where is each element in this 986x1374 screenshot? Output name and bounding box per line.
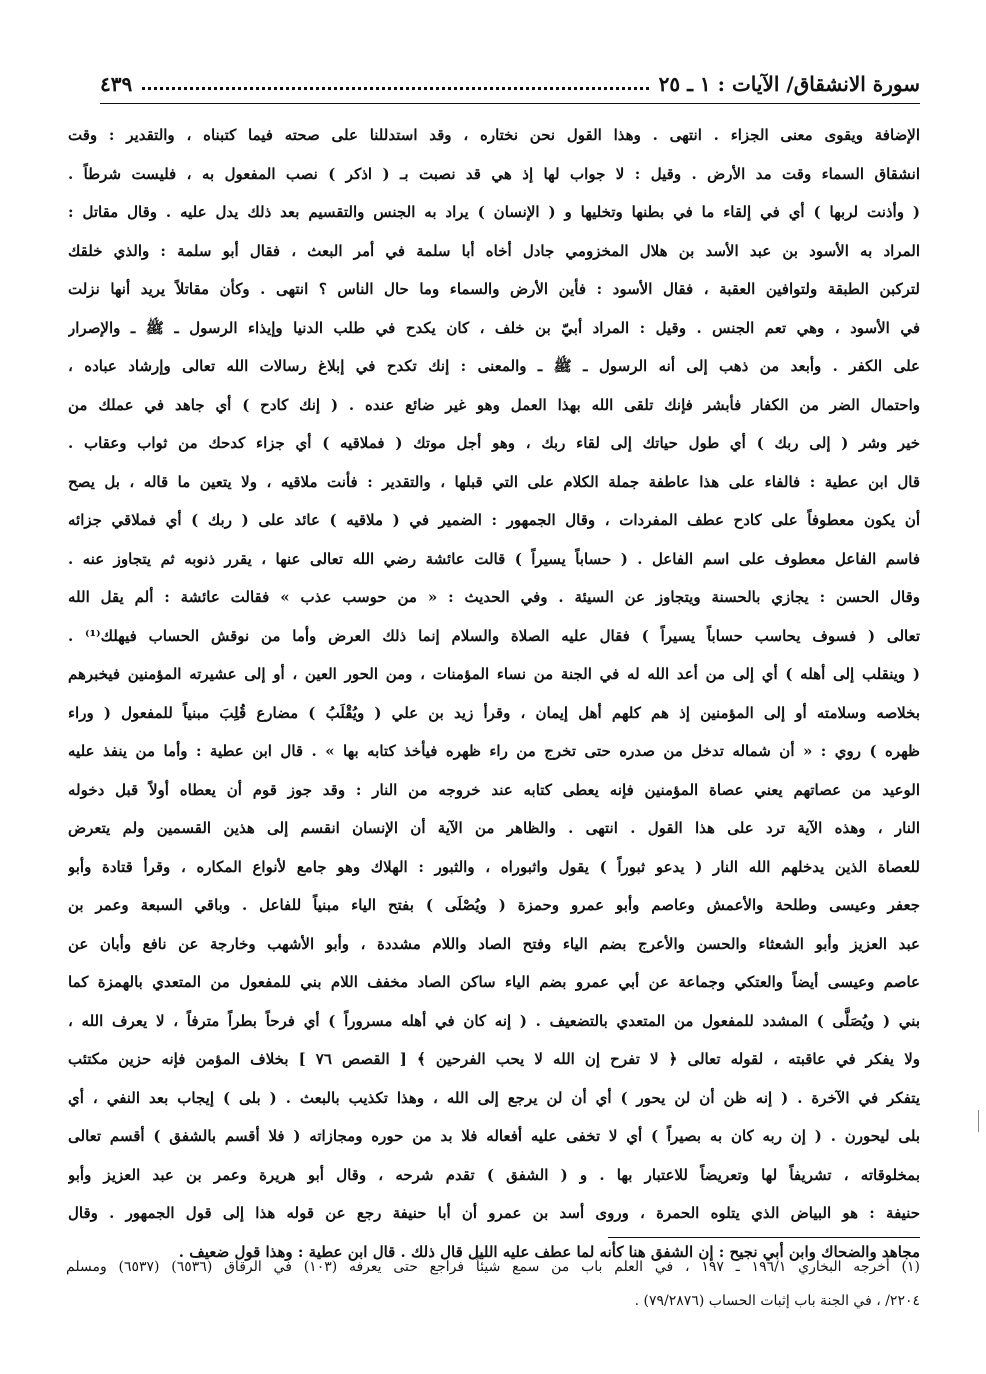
text-line: قال ابن عطية : فالفاء على هذا عاطفة جملة الكلام على التي قبلها ، والتقدير : فأنت ملاقيه ، ولا يتعين ما قاله ، بل يصح [68, 472, 920, 491]
text-line: ( وينقلب إلى أهله ) أي إلى من أعد الله له في الجنة من نساء المؤمنات ، ومن الحور العين ، أو إلى عشيرته المؤمنين فيخبرهم [68, 665, 920, 683]
text-line: الإضافة ويقوى معنى الجزاء . انتهى . وهذا القول نحن نختاره ، وقد استدللنا على صحته فيما كتبناه ، والتقدير : وقت [68, 126, 920, 144]
footnotes [66, 1250, 920, 1318]
text-line: عبد العزيز وأبو الشعثاء والحسن والأعرج بضم الياء وفتح الصاد واللام مشددة ، وأبو الأشهب وخارجة عن نافع وأبان عن [68, 934, 920, 953]
text-line: ولا يفكر في عاقبته ، لقوله تعالى ﴿ لا تفرح إن الله لا يحب الفرحين ﴾ [ القصص ٧٦ ] بخلاف المؤمن فإنه حزين مكتئب [68, 1050, 920, 1068]
text-line: واحتمال الضر من الكفار فأبشر فإنك تلقى الله بهذا العمل وهو غير ضائع عنده . ( إنك كادح ) أي جاهد في عملك من [68, 395, 920, 414]
text-line: يتفكر في الآخرة . ( إنه ظن أن لن يحور ) أي أن لن يرجع إلى الله ، وهذا تكذيب بالبعث . ( بلى ) إيجاب بعد النفي ، أي [68, 1088, 920, 1107]
footnote-line: (١) أخرجه البخاري ١٩٦/١ ـ ١٩٧ ، في العلم باب من سمع شيئاً فراجع حتى يعرفه (١٠٣) في الرقاق (٦٥٣٦) (٦٥٣٧) ومسلم [66, 1259, 920, 1275]
page-number: ٤٣٩ [100, 72, 133, 96]
margin-mark [978, 1110, 979, 1132]
surah-title: سورة الانشقاق/ الآيات : ١ ـ ٢٥ [658, 72, 920, 96]
text-line: بلى ليحورن . ( إن ربه كان به بصيراً ) أي لا تخفى عليه أفعاله فلا بد من حوره ومجازاته ( فلا أقسم بالشفق ) أقسم تعالى [68, 1127, 920, 1145]
text-line: وقال الحسن : يجازي بالحسنة ويتجاوز عن السيئة . وفي الحديث : « من حوسب عذب » فقالت عائشة : ألم يقل الله [68, 588, 920, 606]
text-line: في الأسود ، وهي تعم الجنس . وقيل : المراد أبيّ بن خلف ، كان يكدح في طلب الدنيا وإيذاء الرسول ـ ﷺ ـ والإصرار [68, 318, 920, 337]
text-line: ظهره ) روي : « أن شماله تدخل من صدره حتى تخرج من راء ظهره فيأخذ كتابه بها » . قال ابن عطية : وأما من ينفذ عليه [68, 742, 920, 760]
footnote-line: ٢٢٠٤/ ، في الجنة باب إثبات الحساب (٧٩/٢٨٧٦) . [634, 1293, 920, 1309]
text-line: حنيفة : هو البياض الذي يتلوه الحمرة ، وروى أسد بن عمرو أن أبا حنيفة رجع عن قوله هذا إلى قول الجمهور . وقال [68, 1204, 920, 1222]
text-line: ( وأذنت لربها ) أي في إلقاء ما في بطنها وتخليها و ( الإنسان ) يراد به الجنس والتقسيم بعد ذلك يدل عليه . وقال مقاتل : [68, 203, 920, 221]
text-line: عاصم وعيسى أيضاً والعتكي وجماعة عن أبي عمرو بضم الياء ساكن الصاد مخفف اللام بني للمفعول من المتعدي بالهمزة كما [68, 973, 920, 991]
text-line: جعفر وعيسى وطلحة والأعمش وعاصم وأبو عمرو وحمزة ( ويُصْلَى ) بفتح الياء مبنياً للفاعل . وباقي السبعة وعمر بن [68, 896, 920, 914]
text-line: تعالى ( فسوف يحاسب حساباً يسيراً ) فقال عليه الصلاة والسلام إنما ذلك العرض وأما من نوقش الحساب فيهلك⁽¹⁾ . [68, 626, 920, 645]
text-line: الوعيد من عصاتهم يعني عصاة المؤمنين فإنه يعطى كتابه عند خروجه من النار : وقد جوز قوم أن يعطاه أولاً قبل دخوله [68, 780, 920, 799]
dotted-leader [142, 87, 648, 90]
text-line: على الكفر . وأبعد من ذهب إلى أنه الرسول ـ ﷺ ـ والمعنى : إنك تكدح في إبلاغ رسالات الله تعالى وإرشاد عباده ، [68, 357, 920, 375]
text-line: المراد به الأسود بن عبد الأسد بن هلال المخزومي جادل أخاه أبا سلمة في أمر البعث ، فقال أبو سلمة : والذي خلقك [68, 241, 920, 260]
text-line: النار ، وهذه الآية ترد على هذا القول . انتهى . والظاهر من الآية أن الإنسان انقسم إلى هذين القسمين ولم يتعرض [68, 819, 920, 837]
footnote-separator [608, 1237, 920, 1238]
text-line: بخلاصه وسلامته أو إلى المؤمنين إذ هم كلهم أهل إيمان ، وقرأ زيد بن علي ( ويُقْلَبُ ) مضارع قُلِبَ مبنياً للمفعول ( وراء [68, 703, 920, 722]
text-line: فاسم الفاعل معطوف على اسم الفاعل . ( حساباً يسيراً ) قالت عائشة رضي الله تعالى عنها ، يقرر ذنوبه ثم يتجاوز عنه . [68, 549, 920, 568]
text-line: خير وشر ( إلى ربك ) أي طول حياتك إلى لقاء ربك ، وهو أجل موتك ( فملاقيه ) أي جزاء كدحك من ثواب وعقاب . [68, 434, 920, 452]
text-line: بني ( ويُصَلَّى ) المشدد للمفعول من المتعدي بالتضعيف . ( إنه كان في أهله مسروراً ) أي فرحاً بطراً مترفاً ، لا يعرف الله ، [68, 1011, 920, 1030]
text-line: للعصاة الذين يدخلهم الله النار ( يدعو ثبوراً ) يقول واثبوراه ، والثبور : الهلاك وهو جامع لأنواع المكاره ، وقرأ قتادة وأبو [68, 857, 920, 876]
text-line: مجاهد والضحاك وابن أبي نجيح : إن الشفق هنا كأنه لما عطف عليه الليل قال ذلك . قال ابن عطية : وهذا قول ضعيف . [178, 1242, 920, 1261]
text-line: انشقاق السماء وقت مد الأرض . وقيل : لا جواب لها إذ هي قد نصبت بـ ( اذكر ) نصب المفعول به ، فليست شرطاً . [68, 164, 920, 183]
text-line: بمخلوقاته ، تشريفاً لها وتعريضاً للاعتبار بها . و ( الشفق ) تقدم شرحه ، وقال أبو هريرة وعمر بن عبد العزيز وأبو [68, 1165, 920, 1184]
header-rule [100, 103, 920, 104]
body-text [68, 116, 920, 1271]
text-line: أن يكون معطوفاً على كادح عطف المفردات ، وقال الجمهور : الضمير في ( ملاقيه ) عائد على ( ربك ) أي فملاقي جزائه [68, 511, 920, 529]
running-header [100, 66, 920, 102]
text-line: لتركبن الطبقة ولتوافين العقبة ، فقال الأسود : فأين الأرض والسماء وما حال الناس ؟ انتهى . وكأن مقاتلاً يريد أنها نزلت [68, 280, 920, 298]
